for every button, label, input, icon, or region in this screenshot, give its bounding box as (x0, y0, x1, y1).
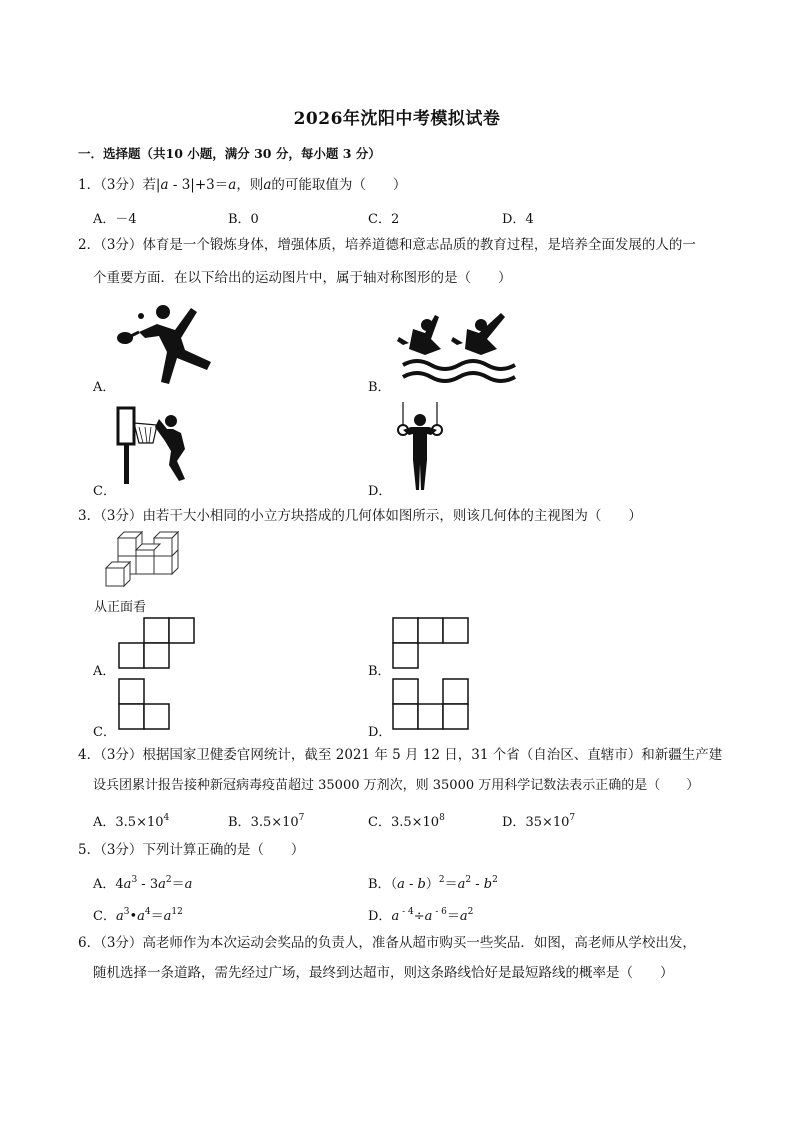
q2-option-b-label[interactable]: B． (368, 380, 391, 395)
var-a: a (228, 177, 237, 193)
option-exponent: 7 (569, 813, 576, 823)
q2-option-d-label[interactable]: D． (368, 484, 392, 499)
q3-option-d-label[interactable]: D． (368, 725, 392, 740)
question-1 (78, 176, 406, 194)
option-label: C． (368, 815, 391, 830)
option-label: B． (368, 877, 391, 892)
q1-stem: ，则 (236, 177, 264, 193)
front-view-option-c[interactable] (118, 678, 174, 732)
q5-number: 5． (78, 842, 101, 858)
q2-score: （3分） (100, 237, 143, 253)
option-exponent: 4 (163, 813, 170, 823)
backboard-icon (118, 408, 134, 444)
option-label: D． (502, 815, 526, 830)
option-exponent: 7 (298, 813, 305, 823)
option-base: 3.5×10 (115, 815, 164, 830)
q5-score: （3分） (100, 842, 143, 858)
q1-number: 1． (78, 177, 101, 193)
q1-score: （3分） (100, 177, 143, 193)
option-label: B． (228, 815, 251, 830)
q6-number: 6． (78, 935, 101, 951)
q2-option-a-label[interactable]: A． (93, 380, 116, 395)
page-title: 2026年沈阳中考模拟试卷 (293, 109, 501, 129)
q4-stem-line1: 根据国家卫健委官网统计，截至 2021 年 5 月 12 日，31 个省（自治区、直辖市）和新疆生产建 (142, 747, 723, 763)
q4-option-c[interactable] (368, 811, 445, 830)
q4-option-b[interactable] (228, 811, 304, 830)
q1-option-c[interactable]: C．2 (368, 212, 400, 227)
cube-stack-figure (100, 528, 190, 598)
q1-stem: 的可能取值为（ ） (271, 177, 407, 193)
option-base: 3.5×10 (390, 815, 440, 830)
q3-option-a-label[interactable]: A． (93, 664, 116, 679)
q5-option-d[interactable]: D．a $^{- 4}$÷a $^{- 6}=a^2$ (368, 907, 474, 924)
table-tennis-icon[interactable] (115, 300, 225, 385)
option-base: 3.5×10 (250, 815, 299, 830)
question-2 (78, 236, 696, 254)
rings-gymnast-icon[interactable] (395, 400, 445, 490)
front-view-option-b[interactable] (392, 617, 472, 671)
q2-stem-line2: 个重要方面．在以下给出的运动图片中，属于轴对称图形的是（ ） (93, 270, 512, 286)
option-label: A． (93, 815, 116, 830)
swimming-icon[interactable] (395, 305, 520, 387)
q1-stem: - 3|+3＝ (168, 177, 229, 193)
q3-number: 3． (78, 508, 101, 524)
q3-option-c-label[interactable]: C． (93, 725, 116, 740)
q4-score: （3分） (100, 747, 143, 763)
q6-stem-line2: 随机选择一条道路，需先经过广场，最终到达超市，则这条路线恰好是最短路线的概率是（ ） (93, 965, 674, 981)
q5-option-c[interactable]: C．$a^3•a^4=a^{12}$ (93, 907, 183, 924)
q2-option-c-label[interactable]: C． (93, 484, 116, 499)
ball-icon (138, 313, 144, 319)
figure-caption: 从正面看 (94, 600, 147, 615)
q6-stem-line1: 高老师作为本次运动会奖品的负责人，准备从超市购买一些奖品．如图，高老师从学校出发， (142, 935, 696, 951)
q1-stem: 若| (142, 177, 161, 193)
question-6 (78, 934, 696, 952)
q5-option-a[interactable]: A．$4a^3 - 3a^2=a$ (93, 875, 193, 892)
q5-option-b[interactable]: B．$(a - b)^2=a^2 - b^2$ (368, 875, 498, 892)
q4-stem-line2: 设兵团累计报告接种新冠病毒疫苗超过 35000 万剂次，则 35000 万用科学记数法表示正确的是（ ） (93, 778, 700, 793)
front-view-option-a[interactable] (118, 617, 198, 671)
option-label: C． (93, 909, 116, 924)
q1-option-b[interactable]: B．0 (228, 212, 259, 227)
q3-stem: 由若干大小相同的小立方块搭成的几何体如图所示，则该几何体的主视图为（ ） (142, 508, 642, 524)
q2-stem-line1: 体育是一个锻炼身体，增强体质，培养道德和意志品质的教育过程，是培养全面发展的人的一 (142, 237, 696, 253)
q4-option-a[interactable] (93, 811, 169, 830)
basketball-icon[interactable] (115, 405, 205, 485)
section-heading: 一．选择题（共10 小题，满分 30 分，每小题 3 分） (78, 146, 381, 161)
option-base: 35×10 (525, 815, 570, 830)
q1-option-a[interactable]: A．－4 (93, 212, 137, 227)
var-a: a (160, 177, 169, 193)
question-3 (78, 507, 642, 525)
option-exponent: 8 (439, 813, 445, 823)
option-label: D． (368, 909, 392, 924)
q2-number: 2． (78, 237, 101, 253)
q3-score: （3分） (100, 508, 143, 524)
q4-number: 4． (78, 747, 101, 763)
q5-stem: 下列计算正确的是（ ） (142, 842, 305, 858)
q1-option-d[interactable]: D．4 (502, 212, 534, 227)
front-view-option-d[interactable] (392, 678, 472, 732)
question-5 (78, 841, 304, 859)
var-a: a (263, 177, 272, 193)
question-4 (78, 746, 722, 764)
q4-option-d[interactable] (502, 811, 575, 830)
paddle-icon (117, 332, 133, 344)
option-label: A． (93, 877, 116, 892)
q6-score: （3分） (100, 935, 143, 951)
q3-option-b-label[interactable]: B． (368, 664, 391, 679)
